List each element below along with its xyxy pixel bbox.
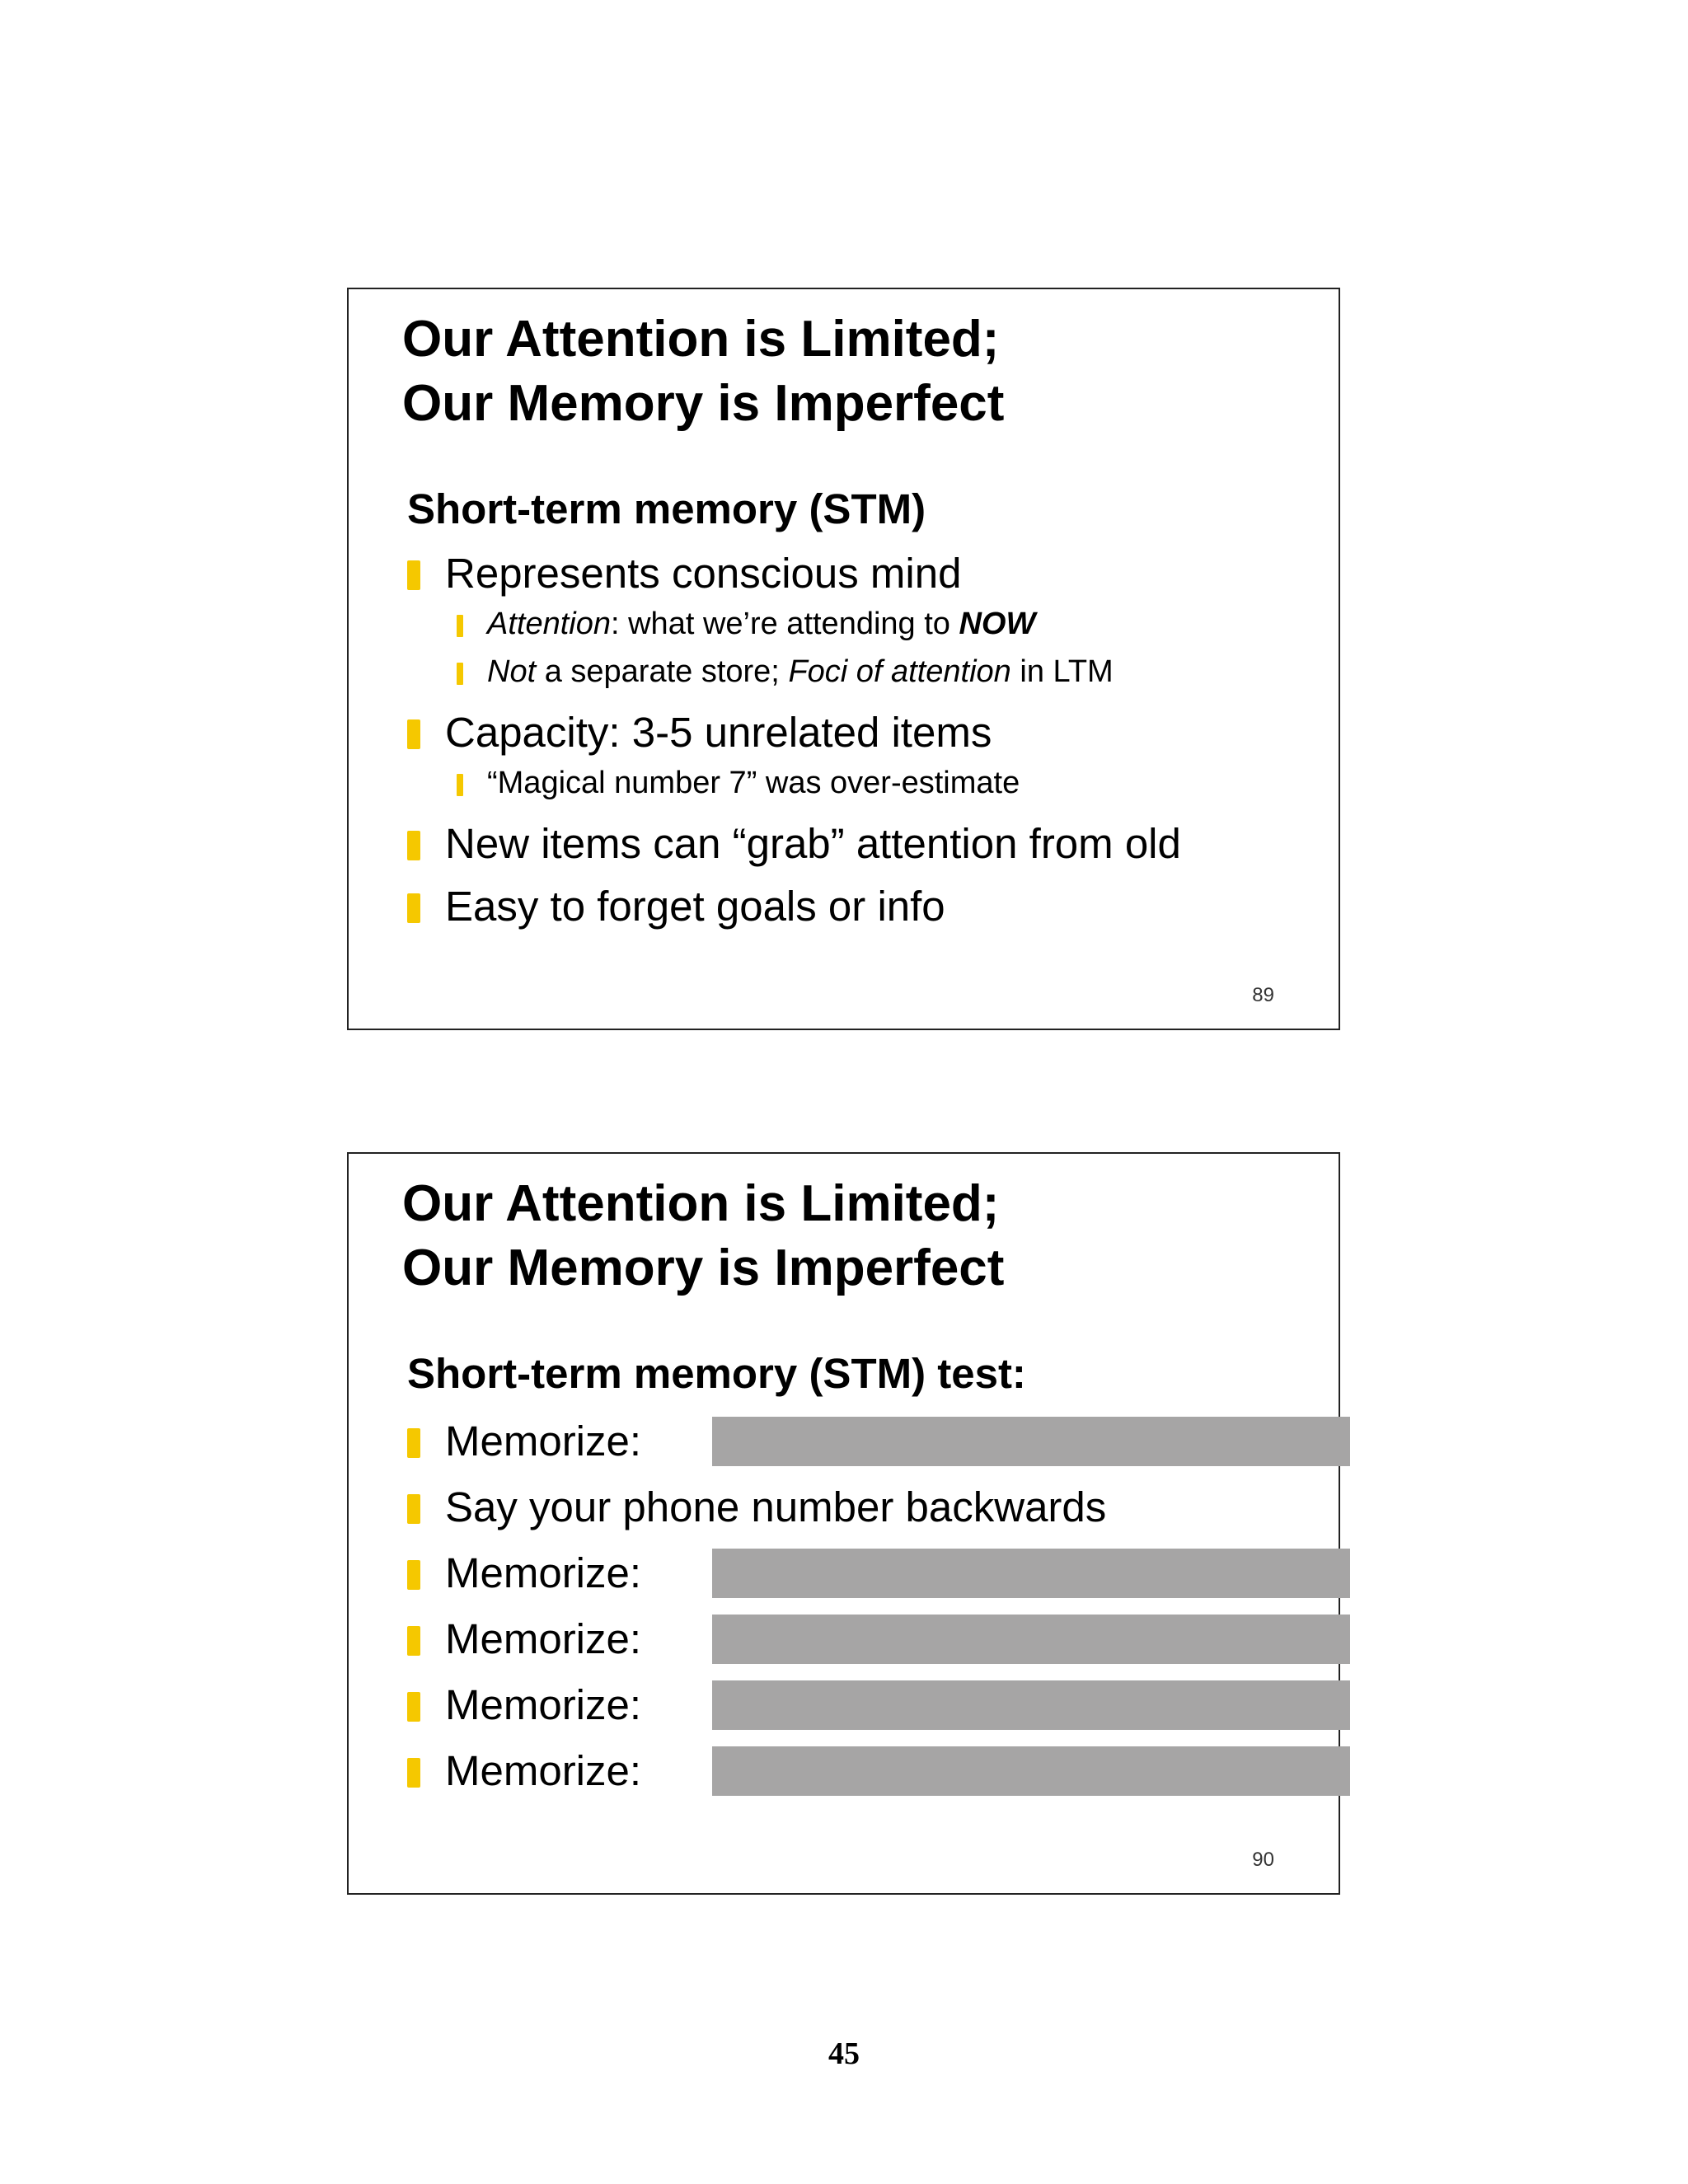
slide-90: [347, 1152, 1340, 1895]
emphasis-now: NOW: [959, 607, 1036, 641]
sub-bullet-marker-icon: [457, 615, 463, 637]
bullet-text: Memorize:: [445, 1418, 642, 1465]
sub-bullet-marker-icon: [457, 663, 463, 685]
emphasis-foci: Foci of attention: [788, 654, 1011, 689]
emphasis-attention: Attention: [487, 607, 611, 641]
sub-bullet-text-part: a separate store;: [536, 654, 789, 689]
emphasis-not: Not: [487, 654, 537, 689]
sub-bullet-text: [487, 603, 1035, 644]
redacted-block: [712, 1549, 1350, 1598]
slide-subtitle: Short-term memory (STM) test:: [407, 1350, 1026, 1397]
sub-bullet-text-part: in LTM: [1010, 654, 1114, 689]
sub-bullet-marker-icon: [457, 774, 463, 796]
bullet-text: Memorize:: [445, 1615, 642, 1662]
slide-title-line-2: Our Memory is Imperfect: [402, 1240, 1005, 1296]
page-number: 45: [828, 2036, 860, 2071]
redacted-block: [712, 1615, 1350, 1664]
bullet-marker-icon: [407, 1494, 420, 1524]
redacted-block: [712, 1417, 1350, 1466]
bullet-marker-icon: [407, 719, 420, 749]
slide-number: 90: [1252, 1849, 1274, 1871]
redacted-block: [712, 1680, 1350, 1730]
slide-number: 89: [1252, 984, 1274, 1006]
slide-title-line-1: Our Attention is Limited;: [402, 1175, 1000, 1232]
bullet-text: Represents conscious mind: [445, 550, 962, 597]
bullet-marker-icon: [407, 1626, 420, 1656]
bullet-marker-icon: [407, 560, 420, 590]
slide-subtitle: Short-term memory (STM): [407, 485, 926, 532]
bullet-marker-icon: [407, 1560, 420, 1590]
bullet-marker-icon: [407, 893, 420, 923]
slide-title-line-1: Our Attention is Limited;: [402, 311, 1000, 368]
bullet-text: Memorize:: [445, 1747, 642, 1794]
slide-89: [347, 288, 1340, 1030]
bullet-text: Capacity: 3-5 unrelated items: [445, 709, 992, 756]
bullet-text: Easy to forget goals or info: [445, 883, 945, 930]
bullet-text: Memorize:: [445, 1681, 642, 1728]
sub-bullet-text: [487, 651, 1114, 692]
bullet-marker-icon: [407, 1758, 420, 1788]
bullet-text: Say your phone number backwards: [445, 1483, 1107, 1530]
bullet-text: Memorize:: [445, 1549, 642, 1596]
slide-title: [402, 1172, 1004, 1301]
bullet-marker-icon: [407, 1692, 420, 1722]
sub-bullet-text-part: : what we’re attending to: [611, 607, 959, 641]
bullet-marker-icon: [407, 831, 420, 860]
bullet-marker-icon: [407, 1428, 420, 1458]
redacted-block: [712, 1746, 1350, 1796]
bullet-text: New items can “grab” attention from old: [445, 820, 1181, 867]
sub-bullet-text: “Magical number 7” was over-estimate: [487, 766, 1020, 800]
slide-title-line-2: Our Memory is Imperfect: [402, 375, 1005, 432]
slide-title: [402, 307, 1004, 436]
